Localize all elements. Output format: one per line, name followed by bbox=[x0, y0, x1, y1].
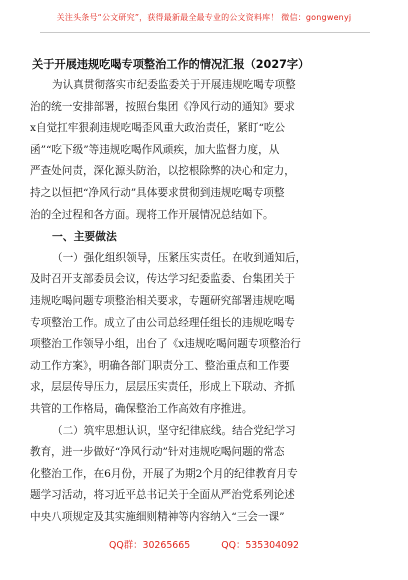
intro-line: 治的全过程和各方面。现将工作开展情况总结如下。 bbox=[30, 208, 274, 221]
qq-group-number: QQ群：30265665 bbox=[108, 540, 191, 551]
document-title: 关于开展违规吃喝专项整治工作的情况汇报（2027字） bbox=[32, 58, 310, 71]
para1-line: 项整治工作领导小组，出台了《x违规吃喝问题专项整治行 bbox=[30, 338, 301, 351]
para2-line: 题学习活动，将习近平总书记关于全面从严治党系列论述 bbox=[30, 489, 295, 502]
qq-number: QQ：535304092 bbox=[221, 540, 300, 551]
intro-line: 治的统一安排部署，按照台集团《净风行动的通知》要求 bbox=[30, 100, 295, 113]
intro-line: 持之以恒把“净风行动”具体要求贯彻到违规吃喝专项整 bbox=[30, 186, 285, 199]
intro-line: 为认真贯彻落实市纪委监委关于开展违规吃喝专项整 bbox=[52, 79, 296, 91]
section-heading: 一、主要做法 bbox=[52, 230, 117, 244]
document-body bbox=[30, 75, 382, 528]
intro-line: 函”“吃下级”等违规吃喝作风顽疾，加大监督力度，从 bbox=[30, 143, 280, 156]
para1-line: 动工作方案》，明确各部门职责分工、整治重点和工作要 bbox=[30, 359, 290, 372]
para2-line: 中央八项规定及其实施细则精神等内容纳入“三会一课” bbox=[30, 510, 285, 523]
para1-line: 求，层层传导压力，层层压实责任，形成上下联动、齐抓 bbox=[30, 381, 295, 394]
banner-divider bbox=[40, 32, 370, 33]
para2-line: 教育，进一步做好“净风行动”针对违规吃喝问题的常态 bbox=[30, 446, 285, 459]
para2-line: （二）筑牢思想认识，坚守纪律底线。结合党纪学习 bbox=[52, 424, 296, 437]
para1-line: 违规吃喝问题专项整治相关要求，专题研究部署违规吃喝 bbox=[30, 294, 295, 307]
para2-line: 化整治工作，在6月份，开展了为期2个月的纪律教育月专 bbox=[30, 467, 298, 480]
para1-line: 共管的工作格局，确保整治工作高效有序推进。 bbox=[30, 402, 253, 415]
intro-line: x自觉扛牢狠刹违规吃喝歪风重大政治责任，紧盯“吃公 bbox=[30, 122, 286, 135]
top-banner: 关注头条号“公文研究”，获得最新最全最专业的公文资料库！ 微信：gongwenyj bbox=[56, 13, 352, 22]
footer-contact bbox=[0, 537, 408, 551]
para1-line: （一）强化组织领导，压紧压实责任。在收到通知后， bbox=[52, 251, 307, 264]
para1-line: 专项整治工作。成立了由公司总经理任组长的违规吃喝专 bbox=[30, 316, 295, 329]
intro-line: 严查处问责，深化源头防治，以挖根除弊的决心和定力， bbox=[30, 165, 295, 178]
para1-line: 及时召开支部委员会议，传达学习纪委监委、台集团关于 bbox=[30, 273, 295, 286]
